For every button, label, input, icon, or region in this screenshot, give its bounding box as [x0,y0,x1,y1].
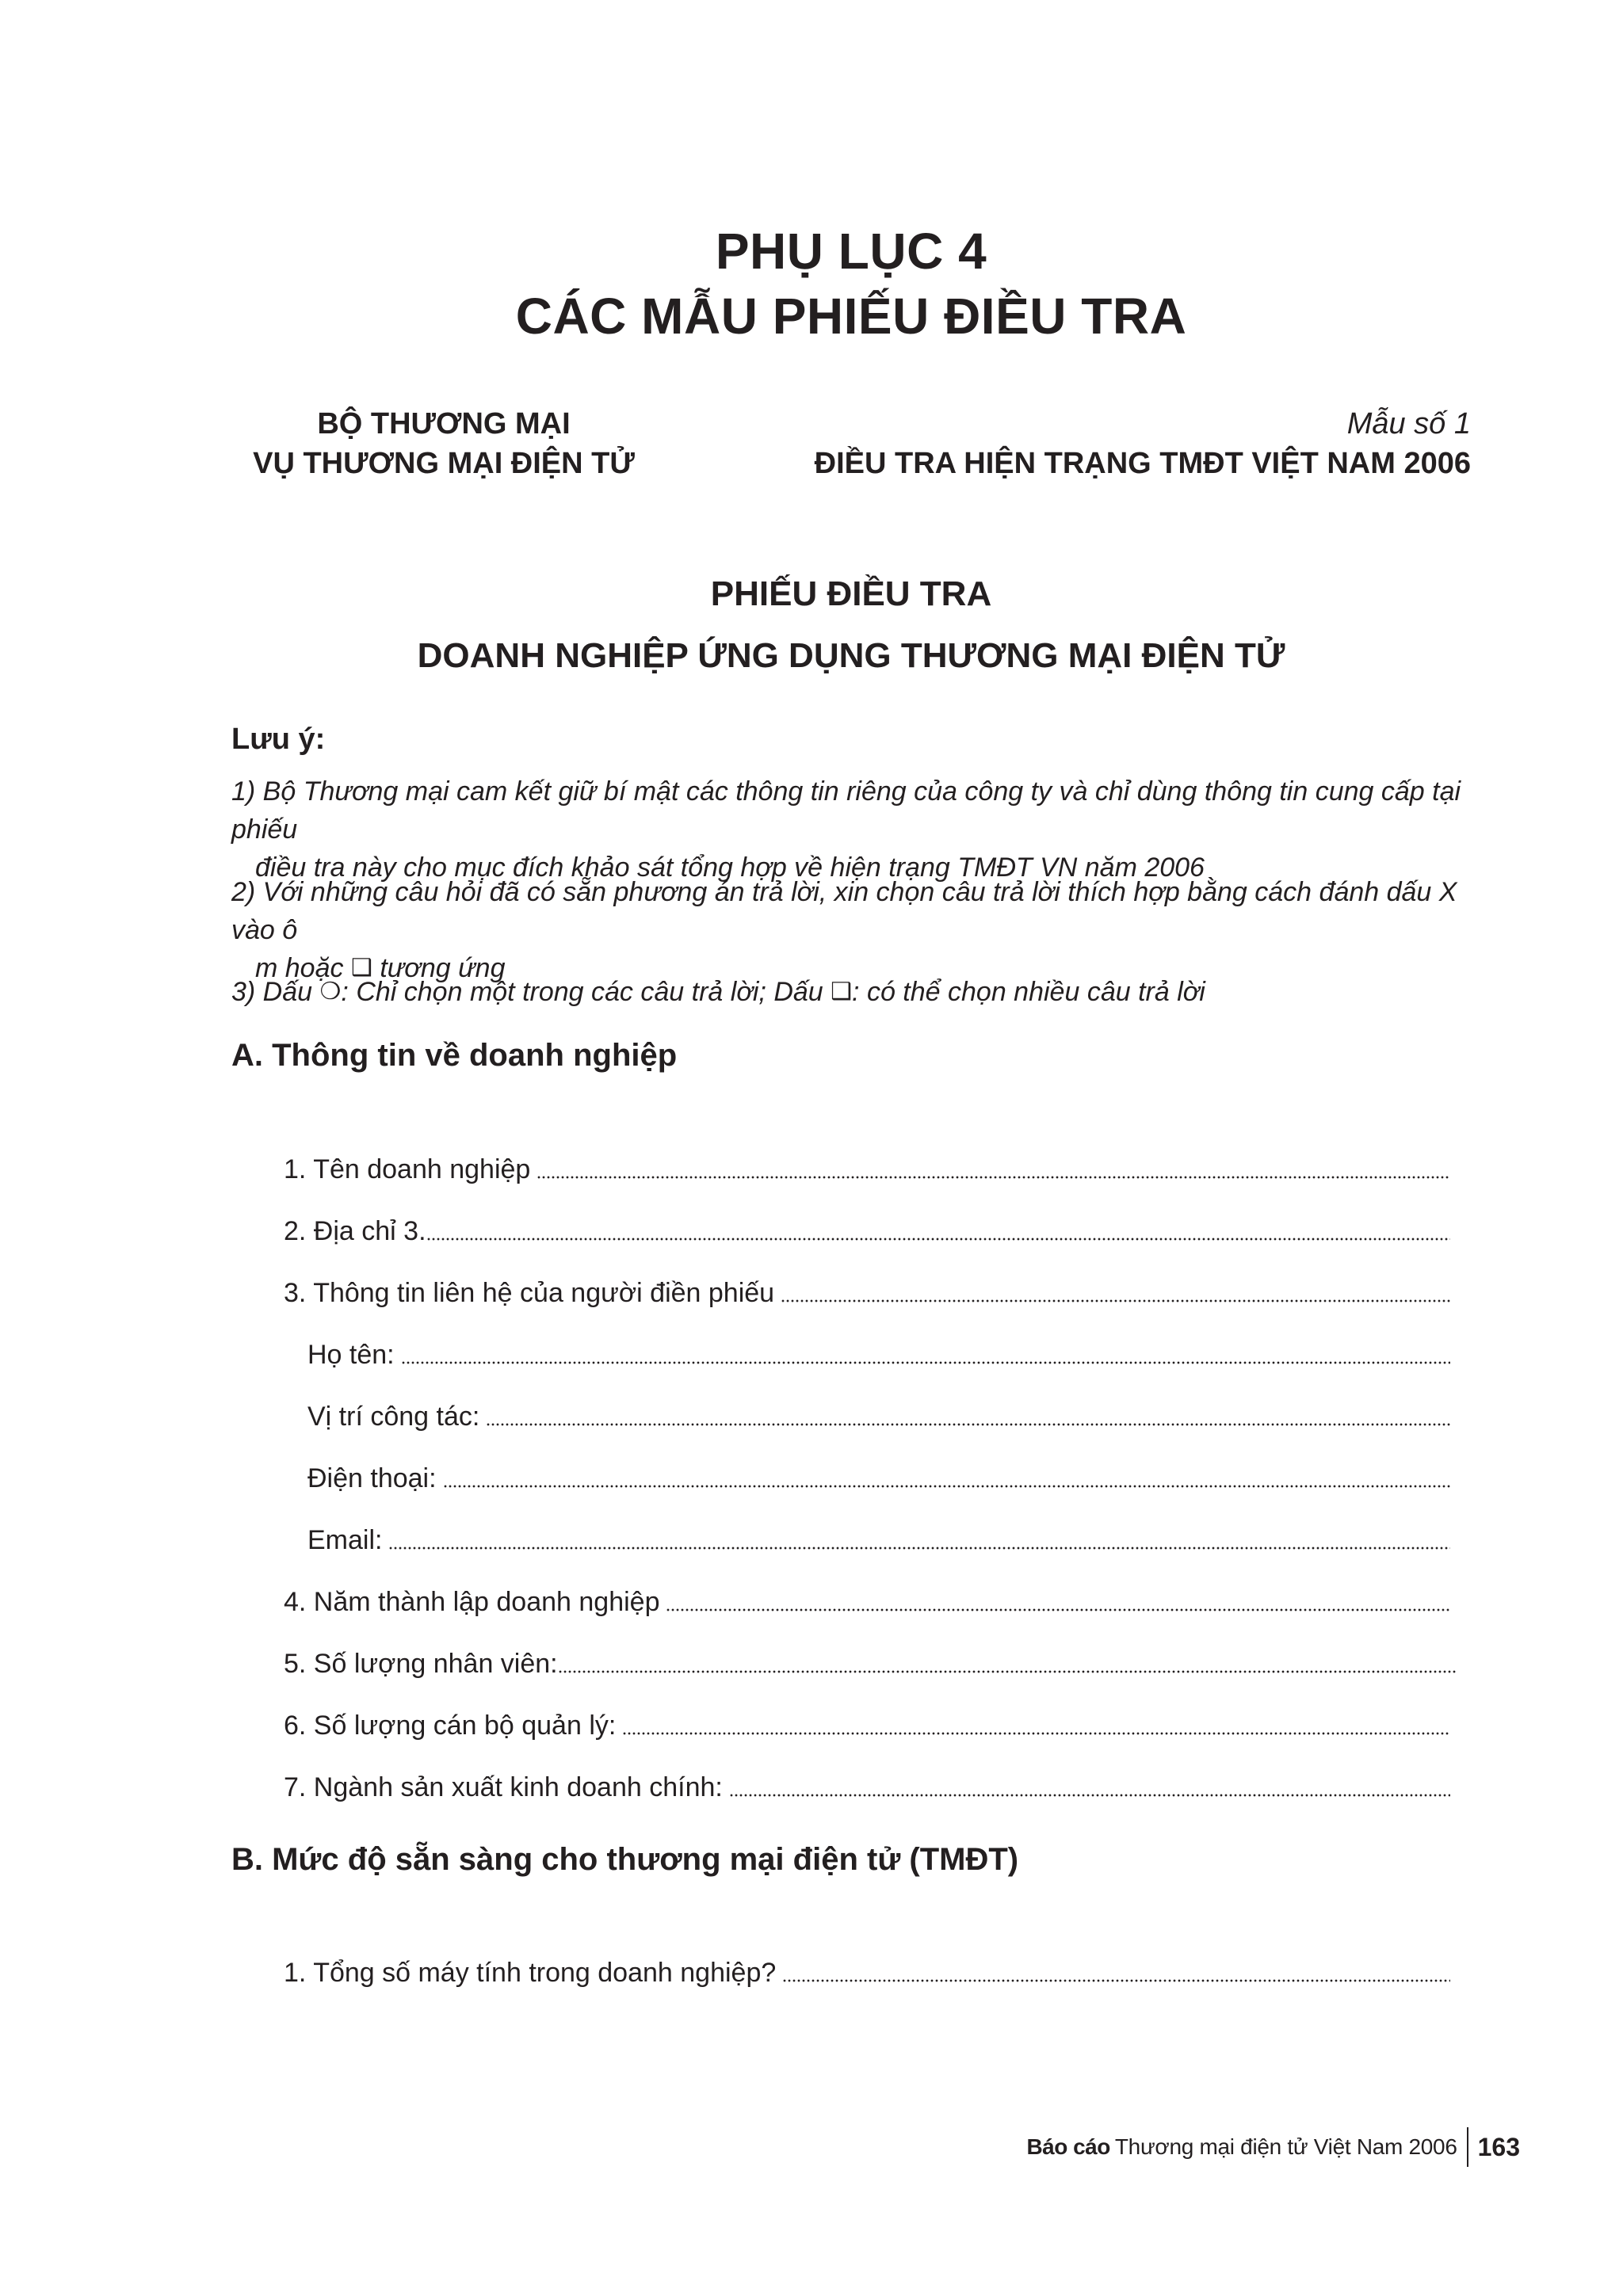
address-field[interactable] [284,1212,1450,1247]
fill-line[interactable] [729,1794,1450,1797]
company-name-field[interactable] [284,1150,1450,1185]
fill-line[interactable] [388,1547,1450,1550]
employee-count-field[interactable] [284,1645,1457,1680]
note-3-text-c: : có thể chọn nhiều câu trả lời [852,977,1205,1007]
appendix-title: PHỤ LỤC 4 [715,223,987,280]
position-field[interactable] [307,1398,1450,1432]
note-2-line1: 2) Với những câu hỏi đã có sẵn phương án trả lời, xin chọn câu trả lời thích hợp bằng cách đánh dấu X vào ô [231,877,1457,945]
radio-circle-icon: ❍ [319,978,342,1005]
contact-info-field[interactable] [284,1274,1450,1309]
fill-line[interactable] [426,1238,1450,1241]
checkbox-icon: ❑ [831,978,853,1005]
note-1-line1: 1) Bộ Thương mại cam kết giữ bí mật các thông tin riêng của công ty và chỉ dùng thông tin cung cấp tại phiếu [231,776,1461,845]
page-number: 163 [1477,2132,1520,2161]
questionnaire-title: PHIẾU ĐIỀU TRA [710,574,992,613]
fill-line[interactable] [537,1176,1450,1179]
manager-count-field[interactable] [284,1707,1450,1741]
footer-divider [1467,2127,1468,2167]
note-2-text-b: tương ứng [380,953,506,983]
fill-line[interactable] [558,1670,1457,1673]
department-name: VỤ THƯƠNG MẠI ĐIỆN TỬ [253,447,635,480]
questionnaire-subtitle: DOANH NGHIỆP ỨNG DỤNG THƯƠNG MẠI ĐIỆN TỬ [417,636,1285,675]
form-number: Mẫu số 1 [1346,407,1471,441]
appendix-subtitle: CÁC MẪU PHIẾU ĐIỀU TRA [515,288,1187,345]
note-1 [231,772,1476,887]
fill-line[interactable] [622,1732,1450,1735]
field-label: 1. Tên doanh nghiệp [284,1154,531,1184]
fill-line[interactable] [443,1485,1450,1488]
note-1-line2: điều tra này cho mục đích khảo sát tổng hợp về hiện trạng TMĐT VN năm 2006 [255,852,1205,883]
fill-line[interactable] [782,1979,1450,1982]
note-3 [231,973,1476,1011]
field-label: 5. Số lượng nhân viên: [284,1649,558,1679]
fill-line[interactable] [666,1608,1450,1611]
footer-report-title: Thương mại điện tử Việt Nam 2006 [1114,2134,1457,2159]
section-a-heading: A. Thông tin về doanh nghiệp [231,1038,678,1073]
field-label: 2. Địa chỉ 3. [284,1216,426,1246]
main-industry-field[interactable] [284,1768,1450,1803]
field-label: 3. Thông tin liên hệ của người điền phiếu [284,1278,775,1308]
note-3-text-a: 3) Dấu [231,977,313,1007]
checkbox-icon: ❑ [350,955,372,981]
full-name-field[interactable] [307,1336,1450,1371]
phone-field[interactable] [307,1459,1450,1494]
note-2-text-a: m hoặc [255,953,344,983]
section-b-heading: B. Mức độ sẵn sàng cho thương mại điện tử (TMĐT) [231,1842,1019,1877]
field-label: 1. Tổng số máy tính trong doanh nghiệp? [284,1958,777,1988]
field-label: Điện thoại: [307,1463,437,1493]
field-label: 6. Số lượng cán bộ quản lý: [284,1711,617,1741]
ministry-name: BỘ THƯƠNG MẠI [317,407,571,441]
note-2 [231,873,1476,987]
notes-heading: Lưu ý: [231,723,326,756]
fill-line[interactable] [781,1299,1450,1302]
page-footer [1026,2127,1520,2167]
footer-report-label: Báo cáo [1026,2134,1110,2159]
issuer-block [222,404,666,483]
form-info-block [815,404,1471,483]
fill-line[interactable] [401,1361,1450,1364]
computer-count-field[interactable] [284,1954,1450,1989]
survey-name: ĐIỀU TRA HIỆN TRẠNG TMĐT VIỆT NAM 2006 [814,447,1471,480]
field-label: 4. Năm thành lập doanh nghiệp [284,1587,660,1617]
email-field[interactable] [307,1521,1450,1556]
field-label: Email: [307,1525,383,1555]
field-label: Vị trí công tác: [307,1402,480,1432]
fill-line[interactable] [486,1423,1450,1426]
field-label: Họ tên: [307,1340,395,1370]
note-3-text-b: : Chỉ chọn một trong các câu trả lời; Dấu [341,977,823,1007]
field-label: 7. Ngành sản xuất kinh doanh chính: [284,1772,723,1802]
founding-year-field[interactable] [284,1583,1450,1618]
